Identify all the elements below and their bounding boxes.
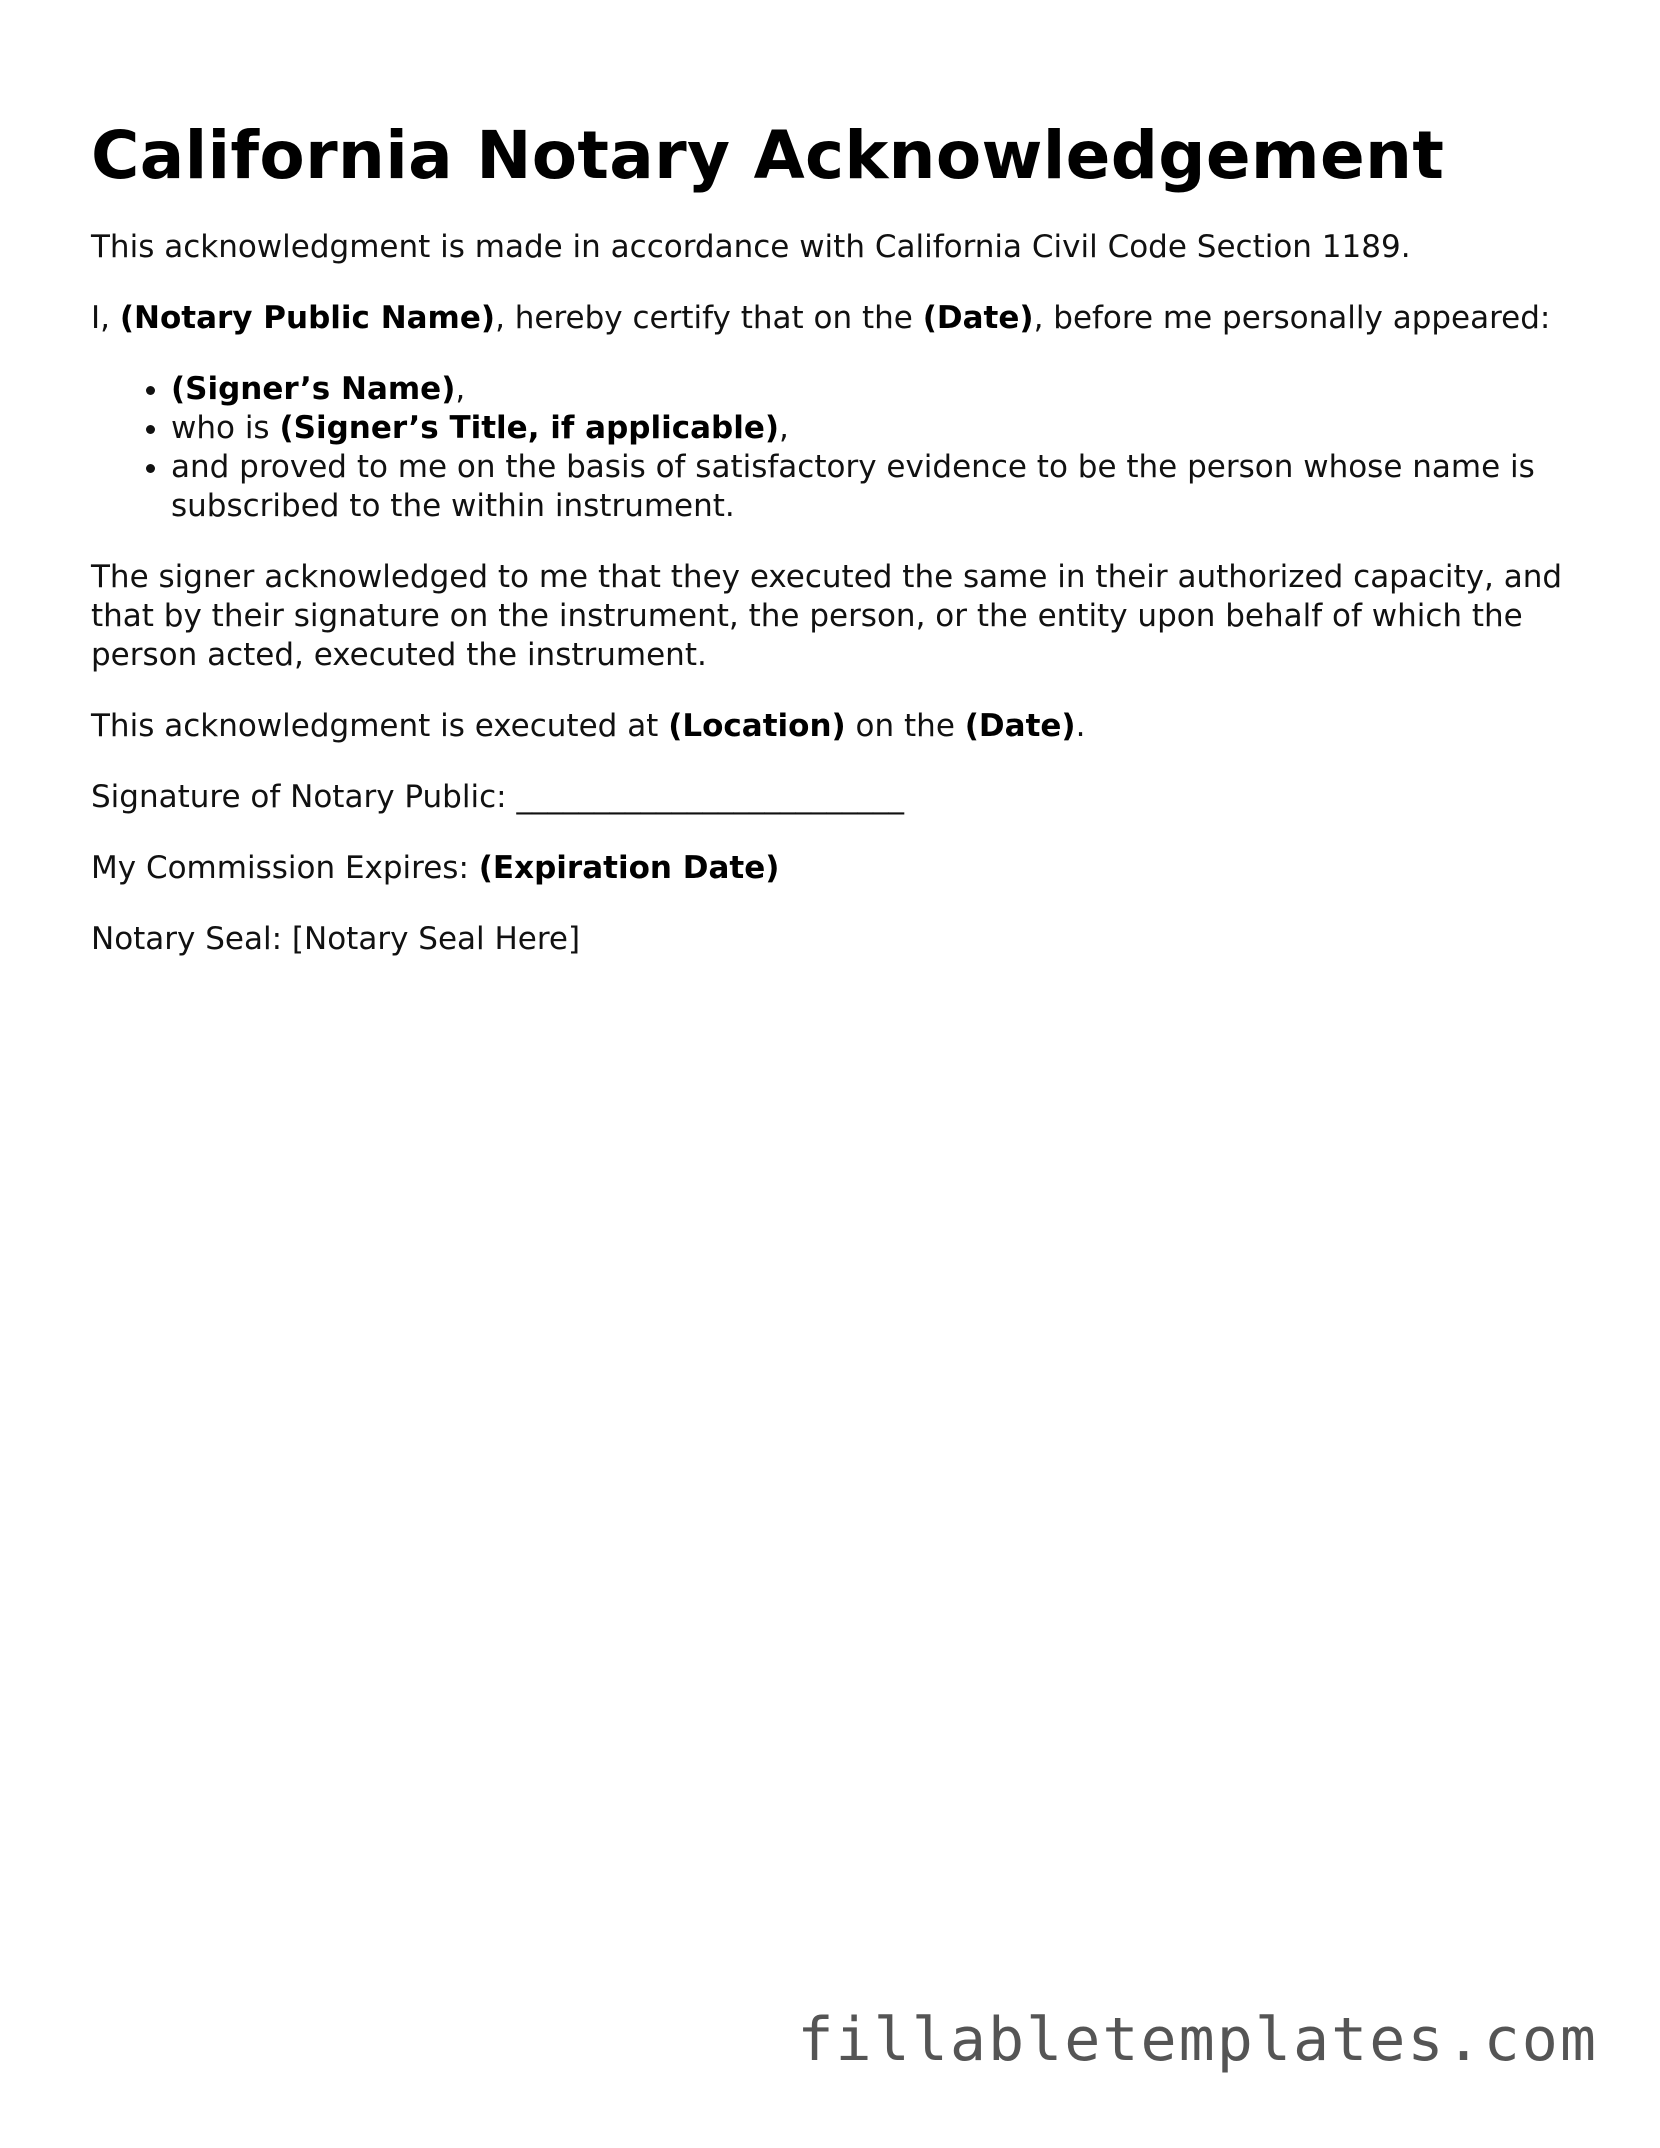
executed-suffix: . [1075, 708, 1086, 744]
signature-label: Signature of Notary Public: [91, 779, 517, 815]
executed-paragraph [91, 707, 1581, 746]
signature-line[interactable]: _________________________ [516, 779, 904, 815]
title-suffix: , [779, 410, 789, 446]
certify-prefix: I, [91, 300, 120, 336]
commission-label: My Commission Expires: [91, 850, 479, 886]
executed-middle: on the [845, 708, 965, 744]
executed-date-placeholder: (Date) [964, 708, 1076, 744]
list-item [171, 370, 1581, 409]
signer-name-suffix: , [455, 371, 466, 407]
location-placeholder: (Location) [668, 708, 846, 744]
certify-suffix: , before me personally appeared: [1033, 300, 1551, 336]
document-title: California Notary Acknowledgement [91, 117, 1445, 194]
statement-paragraph: The signer acknowledged to me that they executed the same in their authorized capacity, and that by their signature on the instrument, the person, or the entity upon behalf of which the person acted, executed the instrument. [91, 559, 1563, 673]
expiration-date-placeholder: (Expiration Date) [478, 850, 780, 886]
seal-label: Notary Seal: [91, 921, 292, 957]
title-prefix: who is [171, 410, 280, 446]
list-item [171, 448, 1581, 526]
seal-placeholder: [Notary Seal Here] [291, 921, 581, 957]
watermark: fillabletemplates.com [797, 2005, 1598, 2075]
intro-paragraph: This acknowledgment is made in accordance with California Civil Code Section 1189. [91, 229, 1411, 265]
signer-title-placeholder: (Signer’s Title, if applicable) [279, 410, 780, 446]
notary-name-placeholder: (Notary Public Name) [119, 300, 496, 336]
executed-prefix: This acknowledgment is executed at [91, 708, 669, 744]
seal-paragraph [91, 920, 1581, 959]
proof-text: and proved to me on the basis of satisfactory evidence to be the person whose name is subscribed to the within instrument. [171, 449, 1535, 524]
commission-paragraph [91, 849, 1581, 888]
signer-name-placeholder: (Signer’s Name) [171, 371, 456, 407]
certify-middle: , hereby certify that on the [495, 300, 923, 336]
signer-list [91, 370, 1581, 526]
certify-paragraph [91, 299, 1581, 338]
document-page [91, 112, 1581, 959]
certify-date-placeholder: (Date) [922, 300, 1034, 336]
signature-paragraph [91, 778, 1581, 817]
list-item [171, 409, 1581, 448]
